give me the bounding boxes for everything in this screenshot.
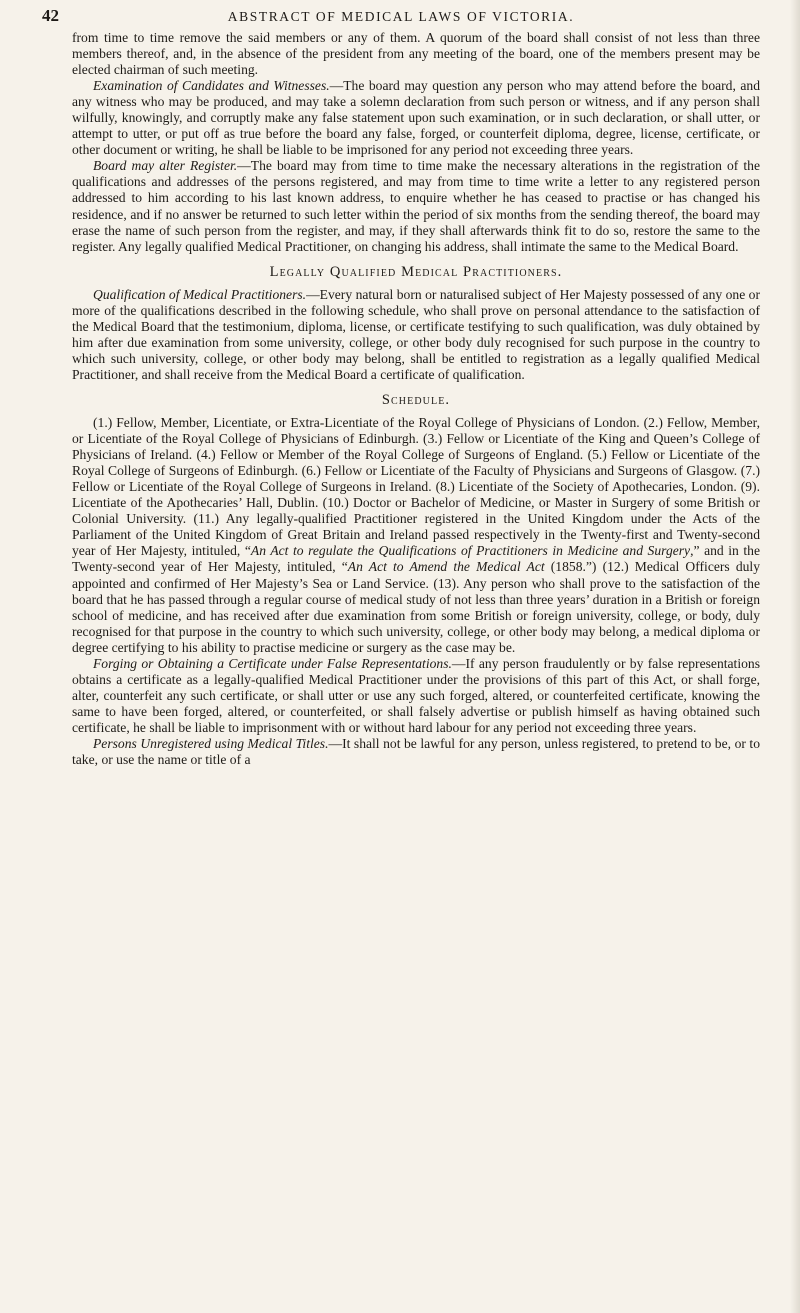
paragraph-examination [72, 78, 760, 158]
schedule-act-title-b: An Act to Amend the Medical Act [347, 559, 545, 575]
running-title: ABSTRACT OF MEDICAL LAWS OF VICTORIA. [227, 9, 575, 24]
paragraph-quorum-text: from time to time remove the said members or any of them. A quorum of the board shall consist of not less than three members thereof, and, in the absence of the president from any meeting of the board, one of the members present may be elected chairman of such meeting. [72, 30, 760, 78]
paragraph-qualification-heading: Qualification of Medical Practitioners. [93, 286, 307, 302]
paragraph-qualification [72, 287, 760, 383]
section-heading-practitioners: Legally Qualified Medical Practitioners. [269, 263, 563, 280]
schedule-text-b: ,” and in the Twenty-second year of Her Majesty, intituled, “ [72, 543, 761, 575]
page-number: 42 [42, 6, 59, 25]
schedule-text-c: (1858.”) (12.) Medical Officers duly appointed and confirmed of Her Majesty’s Sea or Land Service. (13). Any person who shall prove to the satisfaction of the board that he has passed through a regular course of medical study of not less than three years’ duration in a British or foreign school of medicine, and has received after due examination from some British or foreign university, college, or body, duly recognised for that purpose in the country to which such university, college, or other body may belong, a medical diploma or degree certifying to his ability to practise medicine or surgery as the case may be. [72, 559, 761, 655]
paragraph-quorum [72, 30, 760, 78]
paragraph-unregistered-text: —It shall not be lawful for any person, unless registered, to pretend to be, or to take, or use the name or title of a [72, 735, 760, 768]
paragraph-unregistered-heading: Persons Unregistered using Medical Titles. [93, 735, 329, 751]
schedule-text-a: (1.) Fellow, Member, Licentiate, or Extra-Licentiate of the Royal College of Physicians of London. (2.) Fellow, Member, or Licentiate of the Royal College of Physicians of Edinburgh. (3.) Fellow or Licentiate of the King and Queen’s College of Physicians of Ireland. (4.) Fellow or Member of the Royal College of Surgeons of England. (5.) Fellow or Licentiate of the Royal College of Surgeons of Edinburgh. (6.) Fellow or Licentiate of the Faculty of Physicians and Surgeons of Glasgow. (7.) Fellow or Licentiate of the Royal College of Surgeons in Ireland. (8.) Licentiate of the Society of Apothecaries, London. (9). Licentiate of the Apothecaries’ Hall, Dublin. (10.) Doctor or Bachelor of Medicine, or Master in Surgery of some British or Colonial University. (11.) Any legally-qualified Practitioner registered in the United Kingdom under the Acts of the Parliament of the United Kingdom of Great Britain and Ireland passed respectively in the Twenty-first and Twenty-second year of Her Majesty, intituled, “ [72, 415, 760, 559]
paragraph-unregistered [72, 736, 760, 768]
paragraph-forging [72, 656, 760, 736]
paragraph-register-heading: Board may alter Register. [93, 158, 238, 174]
paragraph-qualification-text: —Every natural born or naturalised subject of Her Majesty possessed of any one or more of the qualifications described in the following schedule, who shall prove on personal attendance to the satisfaction of the Medical Board that the testimonium, diploma, license, or certificate testifying to such qualification, was duly obtained by him after due examination from some university, college, or other body duly recognised for such purpose in the country to which such university, college, or other body may belong, shall be entitled to registration as a legally qualified Medical Practitioner, and shall receive from the Medical Board a certificate of qualification. [72, 286, 760, 382]
paragraph-examination-heading: Examination of Candidates and Witnesses. [93, 78, 330, 94]
paragraph-forging-heading: Forging or Obtaining a Certificate under False Representations. [93, 655, 452, 671]
page-edge-shadow [790, 0, 800, 1313]
schedule-act-title-a: An Act to regulate the Qualifications of Practitioners in Medicine and Surgery [250, 543, 691, 559]
paragraph-register-text: —The board may from time to time make the necessary alterations in the registration of the qualifications and addresses of the persons registered, and may from time to time write a letter to any registered person addressed to him according to his last known address, to enquire whether he has ceased to practise or has changed his residence, and if no answer be returned to such letter within the period of six months from the sending thereof, the board may erase the name of such person from the register, and may, if they shall afterwards think fit to do so, restore the same to the register. Any legally qualified Medical Practitioner, on changing his address, shall intimate the same to the Medical Board. [72, 158, 760, 254]
section-heading-schedule: Schedule. [381, 391, 451, 408]
running-head [42, 6, 760, 28]
paragraph-register [72, 158, 760, 254]
body-text [72, 30, 760, 768]
paragraph-schedule [72, 415, 760, 656]
paragraph-forging-text: —If any person fraudulently or by false representations obtains a certificate as a legally-qualified Medical Practitioner under the provisions of this part of this Act, or shall forge, alter, counterfeit any such certificate, or shall utter or use any such forged, altered, or counterfeited certificate, knowing the same to have been forged, altered, or counterfeited, or shall falsely advertise or publish himself as having obtained such certificate, he shall be liable to imprisonment with or without hard labour for any period not exceeding three years. [72, 655, 760, 735]
paragraph-examination-text: —The board may question any person who may attend before the board, and any witness who may be produced, and may take a solemn declaration from such person or witness, and if any person shall wilfully, knowingly, and corruptly make any false statement upon such examination, or in such declaration, or shall utter, or attempt to utter, or put off as true before the board any false, forged, or counterfeit diploma, degree, license, certificate, or other document or writing, he shall be liable to be imprisoned for any period not exceeding three years. [72, 78, 761, 158]
